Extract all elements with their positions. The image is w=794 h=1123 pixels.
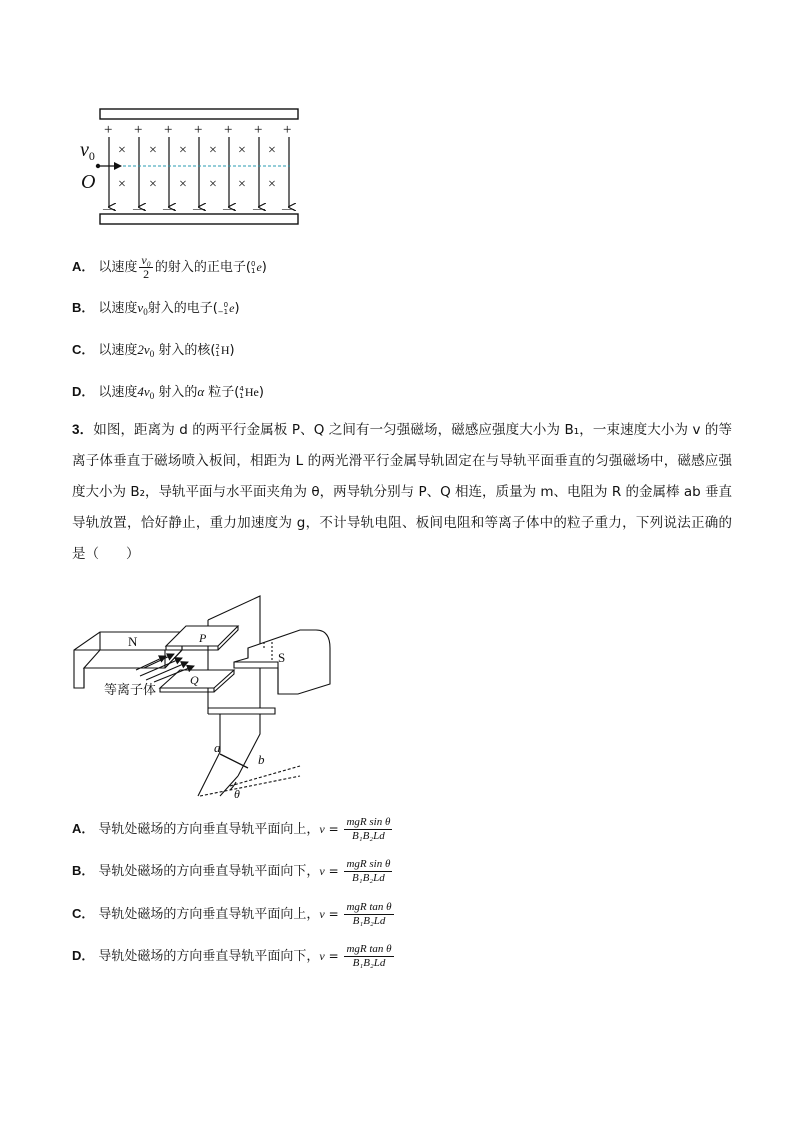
nuclide-indices: 4 1 (239, 384, 244, 400)
question-number: 3． (72, 422, 94, 437)
plus-sign: + (224, 122, 233, 138)
nuclide-indices: 2 1 (215, 342, 220, 358)
q3-option-b[interactable] (72, 858, 394, 885)
q2-option-c[interactable]: C． 以速度$2v_0$ 射入的核(2 1H) (72, 342, 235, 359)
figure-mhd-generator (70, 590, 340, 800)
plus-sign: + (283, 122, 292, 138)
magnetic-field-crosses (118, 143, 276, 192)
plate-p-label: P (199, 631, 207, 645)
option-text: 导轨处磁场的方向垂直导轨平面向下， (98, 864, 320, 879)
minus-sign: — (193, 201, 205, 215)
option-label: B． (72, 300, 95, 315)
minus-sign: — (223, 201, 235, 215)
option-label: B． (72, 863, 95, 878)
option-text-pre: 以速度 (98, 343, 138, 358)
speed-value: $v_0$ (137, 300, 148, 317)
rod-ab (220, 754, 248, 768)
cross-mark: × (179, 143, 187, 158)
question-text: 如图，距离为 d 的两平行金属板 P、Q 之间有一匀强磁场，磁感应强度大小为 B₁，一束速度大小为 v 的等离子体垂直于磁场喷入板间，相距为 L 的两光滑平行金属导轨固定在与导轨平面垂直的匀强磁场中，磁感应强度大小为 B₂，导轨平面与水平面夹角为 θ，两导轨分别与 P、Q 相连，质量为 m、电阻为 R 的金属棒 ab 垂直导轨放置，恰好静止，重力加速度为 g，不计导轨电阻、板间电阻和等离子体中的粒子重力，下列说法正确的是（ ） (72, 422, 732, 562)
rod-end-a-label: a (214, 740, 221, 755)
rod-end-b-label: b (258, 752, 265, 767)
plus-sign: + (134, 122, 143, 138)
option-label: C． (72, 342, 95, 357)
figure-plates-fields (76, 100, 306, 230)
minus-sign: — (253, 201, 265, 215)
cross-mark: × (149, 177, 157, 192)
q2-option-b[interactable]: B． 以速度$v_0$射入的电子( 0 −1e) (72, 300, 240, 317)
plate-q-label: Q (190, 673, 199, 687)
q3-option-c[interactable] (72, 901, 396, 928)
cross-mark: × (209, 143, 217, 158)
horizontal-reference (200, 766, 300, 796)
option-text-post: 射入的核 (154, 343, 211, 358)
option-text-post2: 粒子 (204, 385, 235, 400)
q3-option-d[interactable] (72, 943, 396, 970)
speed-fraction (139, 254, 153, 281)
option-label: A． (72, 821, 95, 836)
magnet-s-label: S (278, 650, 286, 665)
cross-mark: × (118, 143, 126, 158)
option-text-post: 射入的 (154, 385, 198, 400)
option-text-pre: 以速度 (98, 301, 138, 316)
fraction-numerator: v₀ (141, 253, 151, 267)
velocity-formula: v = $\frac{\text{mgR tan θ}}{\text{B₁B₂Ld}}$ (319, 943, 392, 969)
option-text-pre: 以速度 (98, 260, 138, 275)
v0-label: $v_0$ (80, 139, 95, 163)
top-plate (100, 109, 298, 119)
nuclide-indices: 0 −1 (217, 300, 229, 316)
plus-sign: + (104, 122, 113, 138)
q2-option-d[interactable]: D． 以速度$4v_0$ 射入的α 粒子(4 1He) (72, 384, 264, 401)
theta-label: θ (234, 787, 240, 800)
speed-value: $2v_0$ (137, 342, 155, 359)
electric-field-lines (109, 137, 289, 207)
cross-mark: × (118, 177, 126, 192)
bottom-plate (100, 214, 298, 224)
origin-label: O (81, 171, 96, 193)
option-label: A． (72, 259, 95, 274)
nuclide-symbol: 2 1H (215, 342, 230, 358)
option-label: C． (72, 906, 95, 921)
option-text: 导轨处磁场的方向垂直导轨平面向上， (98, 822, 320, 837)
cross-mark: × (238, 143, 246, 158)
minus-sign: — (282, 201, 294, 215)
cross-mark: × (238, 177, 246, 192)
q2-option-a[interactable]: A． 以速度 $\frac{\text{v₀}}{2}$ 的射入的正电子(0 1e) (72, 253, 267, 281)
minus-sign: — (163, 201, 175, 215)
magnet-n-label: N (128, 634, 138, 649)
cross-mark: × (268, 143, 276, 158)
minus-sign: — (133, 201, 145, 215)
option-text: 导轨处磁场的方向垂直导轨平面向下， (98, 949, 320, 964)
nuclide-symbol: 0 −1e (217, 300, 235, 316)
velocity-formula: v = $\frac{\text{mgR sin θ}}{\text{B₁B₂Ld}}$ (319, 858, 391, 884)
cross-mark: × (268, 177, 276, 192)
cross-mark: × (209, 177, 217, 192)
nuclide-indices: 0 1 (251, 259, 256, 275)
nuclide-symbol: 0 1e (251, 259, 262, 275)
plus-sign: + (164, 122, 173, 138)
velocity-formula: v = $\frac{\text{mgR sin θ}}{\text{B₁B₂Ld}}$ (319, 816, 391, 842)
option-text-post: 射入的电子 (147, 301, 213, 316)
velocity-formula: v = $\frac{\text{mgR tan θ}}{\text{B₁B₂Ld}}$ (319, 901, 392, 927)
fraction-denominator: 2 (143, 267, 150, 281)
speed-value: $4v_0$ (137, 384, 155, 401)
cross-mark: × (149, 143, 157, 158)
cross-mark: × (179, 177, 187, 192)
option-text-post: 的射入的正电子 (154, 260, 246, 275)
option-text-pre: 以速度 (98, 385, 138, 400)
nuclide-symbol: 4 1He (239, 384, 259, 400)
plasma-label: 等离子体 (104, 682, 157, 697)
plus-sign: + (194, 122, 203, 138)
q3-option-a[interactable] (72, 816, 394, 843)
minus-sign: — (103, 201, 115, 215)
plus-signs (104, 122, 291, 138)
option-label: D． (72, 948, 95, 963)
alpha-symbol: α (197, 384, 205, 399)
option-text: 导轨处磁场的方向垂直导轨平面向上， (98, 907, 320, 922)
question-3-stem (72, 414, 732, 570)
option-label: D． (72, 384, 95, 399)
plus-sign: + (254, 122, 263, 138)
